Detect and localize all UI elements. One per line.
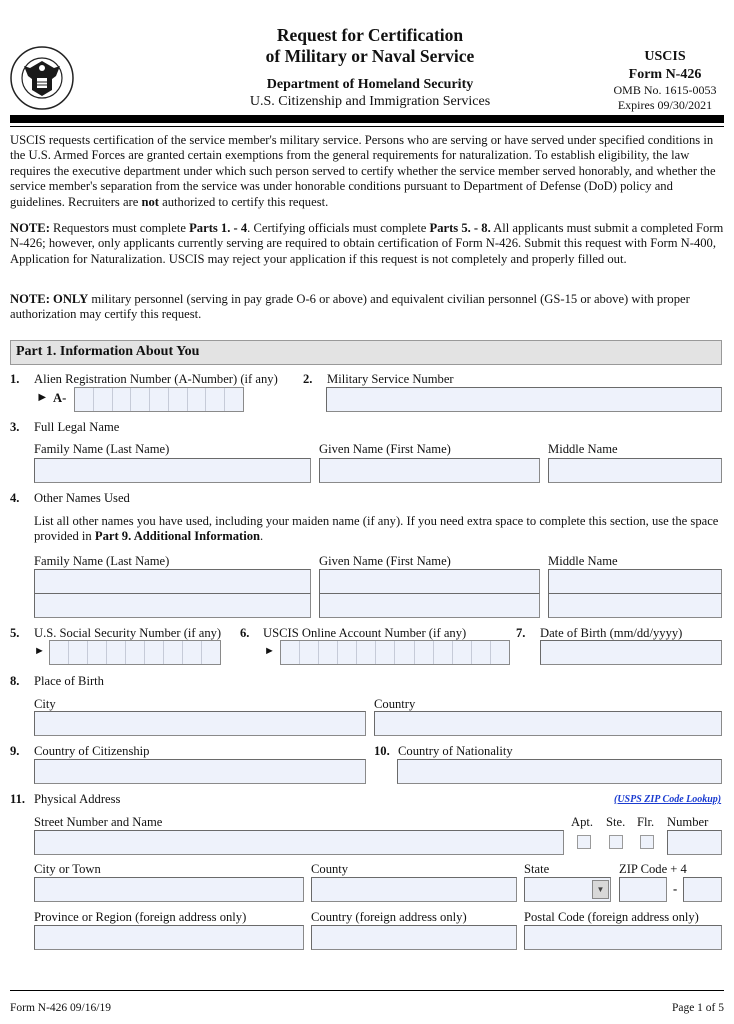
usps-zip-lookup-link[interactable]: (USPS ZIP Code Lookup)	[614, 794, 722, 805]
uscis-account-input[interactable]	[280, 640, 510, 665]
note-1-text-c: . Certifying officials must complete	[247, 221, 430, 235]
q1-arrow-icon: ►	[36, 390, 49, 404]
apt-label: Apt.	[571, 815, 594, 829]
q9-number: 9.	[10, 744, 20, 758]
foreign-country-input[interactable]	[311, 925, 517, 950]
q4-desc-end: .	[260, 529, 264, 544]
other-middle-name-input-1[interactable]	[548, 569, 722, 594]
title-line-2: of Military or Naval Service	[265, 46, 475, 66]
form-title	[200, 25, 540, 67]
other-family-name-input-2[interactable]	[34, 593, 311, 618]
footer-rule	[10, 990, 724, 991]
zip-dash: -	[673, 882, 678, 896]
intro-paragraph	[10, 133, 726, 210]
uscis-label: USCIS	[644, 49, 686, 64]
footer-form-edition: Form N-426 09/16/19	[10, 1002, 111, 1014]
city-label: City or Town	[34, 862, 101, 876]
q8-number: 8.	[10, 674, 20, 688]
apt-checkbox[interactable]	[577, 835, 591, 849]
department-name: Department of Homeland Security	[266, 77, 474, 92]
intro-bold: not	[141, 194, 159, 209]
state-label: State	[524, 862, 550, 876]
province-label: Province or Region (foreign address only)	[34, 910, 247, 924]
header-thick-rule	[10, 115, 724, 123]
other-family-name-input-1[interactable]	[34, 569, 311, 594]
q5-arrow-icon: ►	[34, 645, 45, 657]
ssn-input[interactable]	[49, 640, 221, 665]
omb-number: OMB No. 1615-0053	[613, 83, 717, 97]
given-name-input[interactable]	[319, 458, 540, 483]
q5-label: U.S. Social Security Number (if any)	[34, 626, 222, 640]
a-number-input[interactable]	[74, 387, 244, 412]
county-input[interactable]	[311, 877, 517, 902]
title-line-1: Request for Certification	[276, 25, 464, 45]
footer-page-number: Page 1 of 5	[671, 1002, 724, 1014]
agency-name: U.S. Citizenship and Immigration Services	[249, 94, 491, 109]
q2-label: Military Service Number	[327, 372, 454, 386]
q4-desc-text: List all other names you have used, including your maiden name (if any). If you need extra space to complete this section, use the space provided in	[34, 514, 719, 544]
other-given-name-input-2[interactable]	[319, 593, 540, 618]
foreign-country-label: Country (foreign address only)	[311, 910, 467, 924]
q1-label: Alien Registration Number (A-Number) (if any)	[34, 372, 278, 386]
ste-label: Ste.	[606, 815, 626, 829]
note-1-text-a: Requestors must complete	[49, 221, 190, 235]
q11-label: Physical Address	[34, 792, 121, 806]
street-input[interactable]	[34, 830, 564, 855]
q4-label: Other Names Used	[34, 491, 130, 505]
unit-number-input[interactable]	[667, 830, 722, 855]
part-1-header	[10, 340, 722, 365]
note-1-bold-b: Parts 1. - 4	[189, 221, 248, 235]
postal-label: Postal Code (foreign address only)	[524, 910, 699, 924]
note-2	[10, 292, 726, 323]
note-1-label: NOTE:	[10, 221, 50, 235]
note-1-text-e: All applicants must submit a completed Form N-426; however, only applicants currently serving are required to obtain certification of Form N-426. Submit this request with Form N-400, Application for Naturalization. USCIS may reject your application if this request is not completely and properly filled out.	[10, 221, 724, 266]
note-2-text: military personnel (serving in pay grade O-6 or above) and equivalent civilian personnel (GS-15 or above) with proper authorization may certify this request.	[10, 292, 690, 322]
header-thin-rule	[10, 126, 724, 127]
q4-family-label: Family Name (Last Name)	[34, 554, 170, 568]
intro-text-end: authorized to certify this request.	[158, 194, 329, 209]
q4-middle-label: Middle Name	[548, 554, 618, 568]
birth-city-input[interactable]	[34, 711, 366, 736]
q3-number: 3.	[10, 420, 20, 434]
q7-label: Date of Birth (mm/dd/yyyy)	[540, 626, 683, 640]
q8-country-label: Country	[374, 697, 416, 711]
chevron-down-icon[interactable]: ▼	[592, 880, 609, 899]
form-id-block	[605, 48, 725, 113]
ste-checkbox[interactable]	[609, 835, 623, 849]
q10-number: 10.	[374, 744, 390, 758]
q6-arrow-icon: ►	[264, 645, 275, 657]
q1-number: 1.	[10, 372, 20, 386]
state-select[interactable]	[524, 877, 611, 902]
note-1-bold-d: Parts 5. - 8.	[429, 221, 491, 235]
zip-plus4-input[interactable]	[683, 877, 722, 902]
q3-middle-label: Middle Name	[548, 442, 618, 456]
q2-number: 2.	[303, 372, 313, 386]
q3-given-label: Given Name (First Name)	[319, 442, 451, 456]
q7-number: 7.	[516, 626, 526, 640]
other-middle-name-input-2[interactable]	[548, 593, 722, 618]
flr-checkbox[interactable]	[640, 835, 654, 849]
q4-number: 4.	[10, 491, 20, 505]
q11-number: 11.	[10, 792, 26, 806]
date-of-birth-input[interactable]	[540, 640, 722, 665]
military-service-number-input[interactable]	[326, 387, 722, 412]
q3-family-label: Family Name (Last Name)	[34, 442, 170, 456]
other-given-name-input-1[interactable]	[319, 569, 540, 594]
q4-given-label: Given Name (First Name)	[319, 554, 451, 568]
q1-prefix: A-	[53, 391, 67, 405]
family-name-input[interactable]	[34, 458, 311, 483]
q6-label: USCIS Online Account Number (if any)	[263, 626, 467, 640]
nationality-country-input[interactable]	[397, 759, 722, 784]
q8-city-label: City	[34, 697, 56, 711]
zip-label: ZIP Code + 4	[619, 862, 687, 876]
note-2-label: NOTE: ONLY	[10, 292, 89, 306]
q9-label: Country of Citizenship	[34, 744, 150, 758]
expiration-date: Expires 09/30/2021	[617, 98, 713, 112]
postal-code-input[interactable]	[524, 925, 722, 950]
citizenship-country-input[interactable]	[34, 759, 366, 784]
q3-label: Full Legal Name	[34, 420, 120, 434]
note-1	[10, 221, 726, 267]
q6-number: 6.	[240, 626, 250, 640]
part-1-title: Part 1. Information About You	[16, 344, 200, 359]
q4-description	[34, 514, 724, 545]
middle-name-input[interactable]	[548, 458, 722, 483]
form-number: Form N-426	[628, 67, 702, 82]
dhs-seal-icon	[10, 46, 74, 110]
number-label: Number	[667, 815, 709, 829]
intro-text: USCIS requests certification of the service member's military service. Persons who are serving or have served under specified conditions in the U.S. Armed Forces are granted certain exemptions from the general requirements for naturalization. To establish eligibility, the law requires the executive department under which such person served to certify whether the service member served honorably, and whether the service member's separation from the service was under honorable conditions pursuant to Department of Defense (DoD) policy and guidelines. Recruiters are	[10, 133, 716, 209]
q5-number: 5.	[10, 626, 20, 640]
city-input[interactable]	[34, 877, 304, 902]
zip-input[interactable]	[619, 877, 667, 902]
birth-country-input[interactable]	[374, 711, 722, 736]
province-input[interactable]	[34, 925, 304, 950]
q4-desc-bold: Part 9. Additional Information	[94, 529, 261, 544]
flr-label: Flr.	[637, 815, 655, 829]
q8-label: Place of Birth	[34, 674, 104, 688]
q10-label: Country of Nationality	[398, 744, 513, 758]
county-label: County	[311, 862, 349, 876]
street-label: Street Number and Name	[34, 815, 163, 829]
